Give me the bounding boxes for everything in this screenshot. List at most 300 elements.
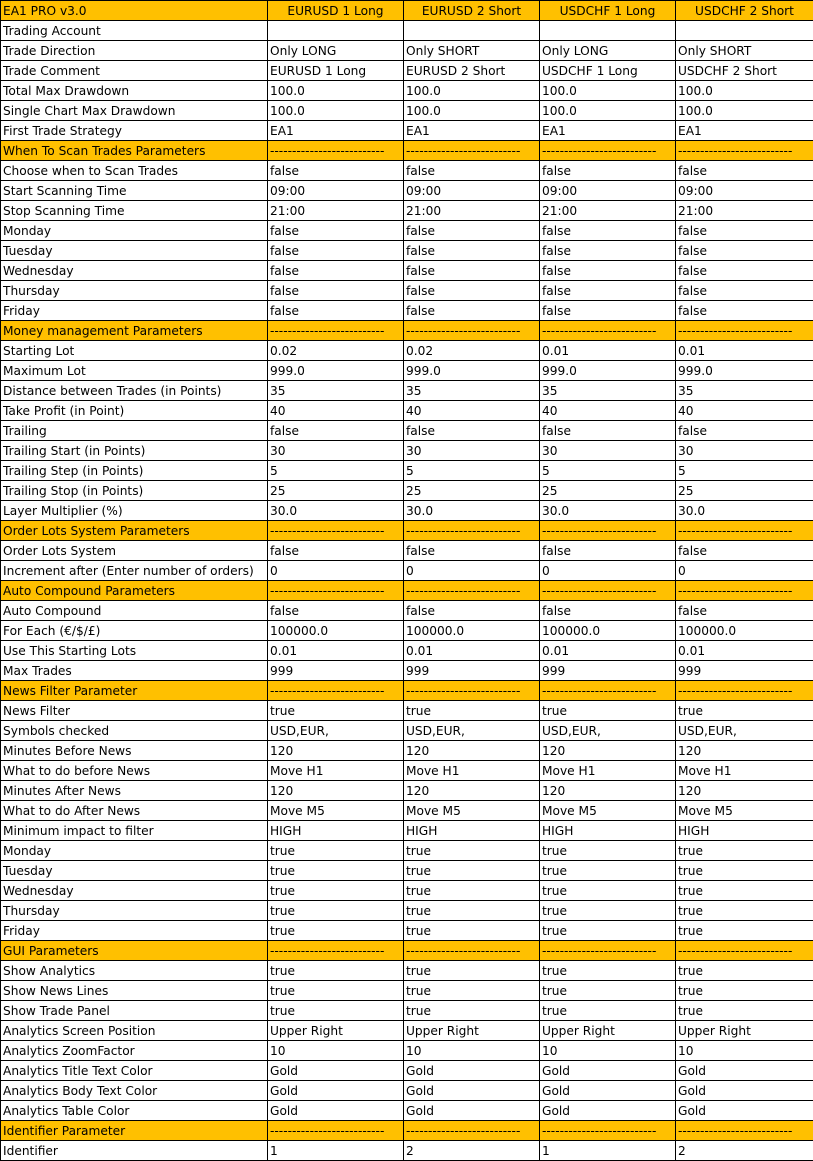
section-title[interactable]: Money management Parameters [1,321,268,341]
value-cell[interactable]: EA1 [540,121,676,141]
value-cell[interactable]: false [404,601,540,621]
value-cell[interactable]: false [676,161,813,181]
value-cell[interactable]: EA1 [676,121,813,141]
row-label[interactable]: Analytics Body Text Color [1,1081,268,1101]
value-cell[interactable]: 2 [404,1141,540,1161]
value-cell[interactable]: false [540,421,676,441]
row-label[interactable]: Start Scanning Time [1,181,268,201]
value-cell[interactable]: 40 [268,401,404,421]
value-cell[interactable]: 25 [676,481,813,501]
section-dash-cell[interactable]: -------------------------- [404,681,540,701]
row-label[interactable]: Monday [1,221,268,241]
value-cell[interactable]: true [540,921,676,941]
value-cell[interactable]: false [268,541,404,561]
row-label[interactable]: Analytics Table Color [1,1101,268,1121]
value-cell[interactable]: Only LONG [540,41,676,61]
value-cell[interactable]: true [404,881,540,901]
value-cell[interactable]: Gold [540,1081,676,1101]
value-cell[interactable]: false [404,541,540,561]
value-cell[interactable]: false [268,261,404,281]
value-cell[interactable]: false [404,221,540,241]
row-label[interactable]: Monday [1,841,268,861]
value-cell[interactable]: true [676,841,813,861]
section-dash-cell[interactable]: -------------------------- [540,1121,676,1141]
value-cell[interactable]: 100.0 [540,81,676,101]
value-cell[interactable]: USDCHF 1 Long [540,61,676,81]
section-dash-cell[interactable]: -------------------------- [404,321,540,341]
value-cell[interactable]: 09:00 [676,181,813,201]
value-cell[interactable]: 120 [676,741,813,761]
value-cell[interactable]: false [540,541,676,561]
value-cell[interactable]: 25 [268,481,404,501]
row-label[interactable]: Identifier [1,1141,268,1161]
value-cell[interactable]: Gold [540,1061,676,1081]
column-header[interactable]: EURUSD 1 Long [268,1,404,21]
value-cell[interactable]: false [676,301,813,321]
table-row [1,861,813,881]
value-cell[interactable]: true [676,961,813,981]
table-row [1,541,813,561]
table-row [1,201,813,221]
value-cell[interactable]: Only LONG [268,41,404,61]
value-cell[interactable]: true [404,841,540,861]
value-cell[interactable]: true [676,981,813,1001]
section-dash-cell[interactable]: -------------------------- [540,681,676,701]
value-cell[interactable]: true [540,881,676,901]
row-label[interactable]: Minutes Before News [1,741,268,761]
value-cell[interactable]: USDCHF 2 Short [676,61,813,81]
row-label[interactable]: Use This Starting Lots [1,641,268,661]
value-cell[interactable]: true [676,881,813,901]
row-label[interactable]: What to do before News [1,761,268,781]
row-label[interactable]: Single Chart Max Drawdown [1,101,268,121]
section-dash-cell[interactable]: -------------------------- [676,681,813,701]
value-cell[interactable]: 100000.0 [404,621,540,641]
value-cell[interactable]: false [268,161,404,181]
row-label[interactable]: Show Trade Panel [1,1001,268,1021]
row-label[interactable]: Wednesday [1,881,268,901]
value-cell[interactable]: true [268,881,404,901]
row-label[interactable]: Trade Direction [1,41,268,61]
value-cell[interactable]: false [540,261,676,281]
value-cell[interactable]: false [268,601,404,621]
value-cell[interactable] [676,21,813,41]
value-cell[interactable]: false [676,601,813,621]
value-cell[interactable]: Upper Right [404,1021,540,1041]
value-cell[interactable]: 35 [268,381,404,401]
value-cell[interactable]: HIGH [404,821,540,841]
section-title[interactable]: Identifier Parameter [1,1121,268,1141]
value-cell[interactable]: false [540,301,676,321]
section-dash-cell[interactable]: -------------------------- [404,941,540,961]
value-cell[interactable]: true [540,1001,676,1021]
value-cell[interactable]: false [676,241,813,261]
value-cell[interactable]: false [404,281,540,301]
value-cell[interactable]: Gold [676,1061,813,1081]
value-cell[interactable]: false [676,541,813,561]
value-cell[interactable]: true [268,901,404,921]
value-cell[interactable]: 30 [676,441,813,461]
value-cell[interactable]: false [676,221,813,241]
value-cell[interactable]: false [540,221,676,241]
value-cell[interactable]: 40 [404,401,540,421]
section-dash-cell[interactable]: -------------------------- [268,141,404,161]
value-cell[interactable]: false [404,301,540,321]
section-dash-cell[interactable]: -------------------------- [404,141,540,161]
value-cell[interactable]: true [404,861,540,881]
value-cell[interactable] [540,21,676,41]
section-dash-cell[interactable]: -------------------------- [268,521,404,541]
value-cell[interactable]: 100.0 [540,101,676,121]
value-cell[interactable]: Upper Right [268,1021,404,1041]
value-cell[interactable]: false [268,241,404,261]
table-row [1,241,813,261]
row-label[interactable]: Minutes After News [1,781,268,801]
row-label[interactable]: Trailing [1,421,268,441]
value-cell[interactable]: 21:00 [540,201,676,221]
section-dash-cell[interactable]: -------------------------- [268,581,404,601]
value-cell[interactable]: 0.02 [268,341,404,361]
value-cell[interactable]: true [540,841,676,861]
row-label[interactable]: Order Lots System [1,541,268,561]
value-cell[interactable]: EURUSD 2 Short [404,61,540,81]
value-cell[interactable]: Move H1 [268,761,404,781]
row-label[interactable]: Starting Lot [1,341,268,361]
value-cell[interactable]: 09:00 [540,181,676,201]
value-cell[interactable]: 0 [540,561,676,581]
row-label[interactable]: Trade Comment [1,61,268,81]
value-cell[interactable]: 2 [676,1141,813,1161]
value-cell[interactable]: false [540,241,676,261]
row-label[interactable]: Analytics ZoomFactor [1,1041,268,1061]
row-label[interactable]: Tuesday [1,861,268,881]
value-cell[interactable]: HIGH [676,821,813,841]
value-cell[interactable]: 30 [404,441,540,461]
value-cell[interactable]: 100.0 [404,101,540,121]
value-cell[interactable]: Gold [676,1081,813,1101]
value-cell[interactable]: Move M5 [540,801,676,821]
value-cell[interactable]: 100.0 [268,101,404,121]
value-cell[interactable]: 0 [676,561,813,581]
value-cell[interactable]: true [268,921,404,941]
section-dash-cell[interactable]: -------------------------- [676,521,813,541]
value-cell[interactable]: HIGH [540,821,676,841]
value-cell[interactable]: 21:00 [404,201,540,221]
table-row [1,101,813,121]
section-dash-cell[interactable]: -------------------------- [540,581,676,601]
value-cell[interactable]: 09:00 [268,181,404,201]
row-label[interactable]: Thursday [1,901,268,921]
value-cell[interactable]: 999.0 [676,361,813,381]
section-dash-cell[interactable]: -------------------------- [676,1121,813,1141]
section-dash-cell[interactable]: -------------------------- [268,1121,404,1141]
value-cell[interactable]: 120 [404,741,540,761]
value-cell[interactable]: true [676,701,813,721]
row-label[interactable]: Minimum impact to filter [1,821,268,841]
row-label[interactable]: Show Analytics [1,961,268,981]
value-cell[interactable]: true [268,961,404,981]
value-cell[interactable]: true [540,981,676,1001]
value-cell[interactable]: 100000.0 [676,621,813,641]
row-label[interactable]: Choose when to Scan Trades [1,161,268,181]
row-label[interactable]: Auto Compound [1,601,268,621]
value-cell[interactable]: 100.0 [676,81,813,101]
value-cell[interactable]: false [404,261,540,281]
value-cell[interactable]: 0.01 [268,641,404,661]
value-cell[interactable]: 35 [676,381,813,401]
value-cell[interactable]: 999 [404,661,540,681]
row-label[interactable]: Maximum Lot [1,361,268,381]
row-label[interactable]: Friday [1,301,268,321]
value-cell[interactable]: true [676,861,813,881]
sheet-title[interactable]: EA1 PRO v3.0 [1,1,268,21]
row-label[interactable]: Analytics Title Text Color [1,1061,268,1081]
value-cell[interactable]: EA1 [268,121,404,141]
value-cell[interactable]: 40 [540,401,676,421]
value-cell[interactable]: 35 [404,381,540,401]
section-dash-cell[interactable]: -------------------------- [540,521,676,541]
value-cell[interactable]: true [404,981,540,1001]
row-label[interactable]: Symbols checked [1,721,268,741]
value-cell[interactable]: 120 [268,741,404,761]
value-cell[interactable]: 120 [268,781,404,801]
value-cell[interactable]: true [540,901,676,921]
value-cell[interactable]: Gold [404,1101,540,1121]
section-dash-cell[interactable]: -------------------------- [404,581,540,601]
value-cell[interactable]: EURUSD 1 Long [268,61,404,81]
value-cell[interactable]: Gold [676,1101,813,1121]
section-dash-cell[interactable]: -------------------------- [404,521,540,541]
section-dash-cell[interactable]: -------------------------- [676,141,813,161]
section-dash-cell[interactable]: -------------------------- [676,941,813,961]
section-dash-cell[interactable]: -------------------------- [540,941,676,961]
section-dash-cell[interactable]: -------------------------- [676,581,813,601]
row-label[interactable]: Analytics Screen Position [1,1021,268,1041]
row-label[interactable]: Trailing Stop (in Points) [1,481,268,501]
column-header[interactable]: USDCHF 1 Long [540,1,676,21]
section-title[interactable]: Auto Compound Parameters [1,581,268,601]
value-cell[interactable]: 120 [540,781,676,801]
value-cell[interactable]: false [268,281,404,301]
section-dash-cell[interactable]: -------------------------- [268,681,404,701]
value-cell[interactable]: USD,EUR, [404,721,540,741]
value-cell[interactable]: false [676,261,813,281]
value-cell[interactable]: Move H1 [540,761,676,781]
section-dash-cell[interactable]: -------------------------- [676,321,813,341]
value-cell[interactable]: 0.01 [540,341,676,361]
row-label[interactable]: Trailing Start (in Points) [1,441,268,461]
row-label[interactable]: Trailing Step (in Points) [1,461,268,481]
value-cell[interactable]: 0.01 [404,641,540,661]
value-cell[interactable]: Gold [268,1101,404,1121]
value-cell[interactable]: 30.0 [540,501,676,521]
value-cell[interactable]: USD,EUR, [268,721,404,741]
table-row [1,461,813,481]
value-cell[interactable]: Gold [404,1081,540,1101]
value-cell[interactable]: true [268,841,404,861]
value-cell[interactable]: 999.0 [404,361,540,381]
value-cell[interactable]: 120 [404,781,540,801]
value-cell[interactable]: 100.0 [676,101,813,121]
value-cell[interactable]: Gold [268,1061,404,1081]
value-cell[interactable]: 100000.0 [540,621,676,641]
value-cell[interactable] [268,21,404,41]
value-cell[interactable]: true [268,981,404,1001]
value-cell[interactable]: 100.0 [268,81,404,101]
value-cell[interactable]: true [404,1001,540,1021]
value-cell[interactable]: 999 [540,661,676,681]
value-cell[interactable]: Gold [268,1081,404,1101]
value-cell[interactable]: 5 [404,461,540,481]
value-cell[interactable]: Move M5 [676,801,813,821]
row-label[interactable]: First Trade Strategy [1,121,268,141]
table-row [1,501,813,521]
value-cell[interactable]: true [676,921,813,941]
section-title[interactable]: News Filter Parameter [1,681,268,701]
section-dash-cell[interactable]: -------------------------- [268,941,404,961]
value-cell[interactable]: false [268,301,404,321]
row-label[interactable]: Trading Account [1,21,268,41]
value-cell[interactable]: true [404,901,540,921]
value-cell[interactable]: 40 [676,401,813,421]
value-cell[interactable]: 10 [404,1041,540,1061]
row-label[interactable]: For Each (€/$/£) [1,621,268,641]
section-dash-cell[interactable]: -------------------------- [540,321,676,341]
table-row [1,701,813,721]
value-cell[interactable]: false [540,161,676,181]
section-dash-cell[interactable]: -------------------------- [268,321,404,341]
row-label[interactable]: Show News Lines [1,981,268,1001]
row-label[interactable]: Total Max Drawdown [1,81,268,101]
value-cell[interactable]: 0.01 [676,341,813,361]
value-cell[interactable]: 25 [540,481,676,501]
value-cell[interactable]: 21:00 [676,201,813,221]
value-cell[interactable]: false [540,281,676,301]
value-cell[interactable]: Move H1 [404,761,540,781]
value-cell[interactable]: Move H1 [676,761,813,781]
value-cell[interactable]: false [676,281,813,301]
column-header[interactable]: EURUSD 2 Short [404,1,540,21]
value-cell[interactable]: false [404,161,540,181]
value-cell[interactable]: false [404,421,540,441]
value-cell[interactable]: true [404,921,540,941]
section-header-row [1,681,813,701]
value-cell[interactable]: 10 [540,1041,676,1061]
value-cell[interactable]: 25 [404,481,540,501]
value-cell[interactable]: 999.0 [268,361,404,381]
value-cell[interactable]: Upper Right [676,1021,813,1041]
value-cell[interactable]: 5 [540,461,676,481]
value-cell[interactable]: 1 [268,1141,404,1161]
section-dash-cell[interactable]: -------------------------- [404,1121,540,1141]
value-cell[interactable]: 0 [268,561,404,581]
row-label[interactable]: Thursday [1,281,268,301]
section-title[interactable]: Order Lots System Parameters [1,521,268,541]
value-cell[interactable]: 30 [540,441,676,461]
row-label[interactable]: Tuesday [1,241,268,261]
value-cell[interactable] [404,21,540,41]
value-cell[interactable]: false [540,601,676,621]
row-label[interactable]: News Filter [1,701,268,721]
value-cell[interactable]: 0.02 [404,341,540,361]
value-cell[interactable]: true [540,861,676,881]
value-cell[interactable]: true [404,701,540,721]
value-cell[interactable]: USD,EUR, [676,721,813,741]
value-cell[interactable]: 10 [268,1041,404,1061]
value-cell[interactable]: true [404,961,540,981]
value-cell[interactable]: 30.0 [676,501,813,521]
value-cell[interactable]: false [268,221,404,241]
value-cell[interactable]: true [540,701,676,721]
section-title[interactable]: When To Scan Trades Parameters [1,141,268,161]
row-label[interactable]: What to do After News [1,801,268,821]
value-cell[interactable]: USD,EUR, [540,721,676,741]
value-cell[interactable]: Upper Right [540,1021,676,1041]
value-cell[interactable]: true [268,861,404,881]
value-cell[interactable]: Gold [404,1061,540,1081]
value-cell[interactable]: true [540,961,676,981]
value-cell[interactable]: Only SHORT [404,41,540,61]
value-cell[interactable]: true [268,1001,404,1021]
row-label[interactable]: Layer Multiplier (%) [1,501,268,521]
value-cell[interactable]: Only SHORT [676,41,813,61]
value-cell[interactable]: 30 [268,441,404,461]
value-cell[interactable]: 0.01 [676,641,813,661]
value-cell[interactable]: 35 [540,381,676,401]
row-label[interactable]: Increment after (Enter number of orders) [1,561,268,581]
value-cell[interactable]: 100000.0 [268,621,404,641]
value-cell[interactable]: 10 [676,1041,813,1061]
value-cell[interactable]: 09:00 [404,181,540,201]
row-label[interactable]: Stop Scanning Time [1,201,268,221]
value-cell[interactable]: 30.0 [404,501,540,521]
row-label[interactable]: Max Trades [1,661,268,681]
value-cell[interactable]: 100.0 [404,81,540,101]
value-cell[interactable]: 120 [540,741,676,761]
column-header[interactable]: USDCHF 2 Short [676,1,813,21]
value-cell[interactable]: 999.0 [540,361,676,381]
value-cell[interactable]: 5 [676,461,813,481]
value-cell[interactable]: 999 [676,661,813,681]
value-cell[interactable]: 21:00 [268,201,404,221]
value-cell[interactable]: true [676,1001,813,1021]
value-cell[interactable]: 0.01 [540,641,676,661]
value-cell[interactable]: false [676,421,813,441]
value-cell[interactable]: Move M5 [404,801,540,821]
value-cell[interactable]: Gold [540,1101,676,1121]
row-label[interactable]: Wednesday [1,261,268,281]
value-cell[interactable]: true [676,901,813,921]
section-title[interactable]: GUI Parameters [1,941,268,961]
value-cell[interactable]: false [404,241,540,261]
value-cell[interactable]: false [268,421,404,441]
value-cell[interactable]: 30.0 [268,501,404,521]
section-dash-cell[interactable]: -------------------------- [540,141,676,161]
table-row [1,961,813,981]
row-label[interactable]: Distance between Trades (in Points) [1,381,268,401]
value-cell[interactable]: 999 [268,661,404,681]
value-cell[interactable]: 0 [404,561,540,581]
value-cell[interactable]: Move M5 [268,801,404,821]
value-cell[interactable]: true [268,701,404,721]
value-cell[interactable]: 120 [676,781,813,801]
row-label[interactable]: Friday [1,921,268,941]
value-cell[interactable]: 5 [268,461,404,481]
value-cell[interactable]: EA1 [404,121,540,141]
value-cell[interactable]: 1 [540,1141,676,1161]
row-label[interactable]: Take Profit (in Point) [1,401,268,421]
value-cell[interactable]: HIGH [268,821,404,841]
